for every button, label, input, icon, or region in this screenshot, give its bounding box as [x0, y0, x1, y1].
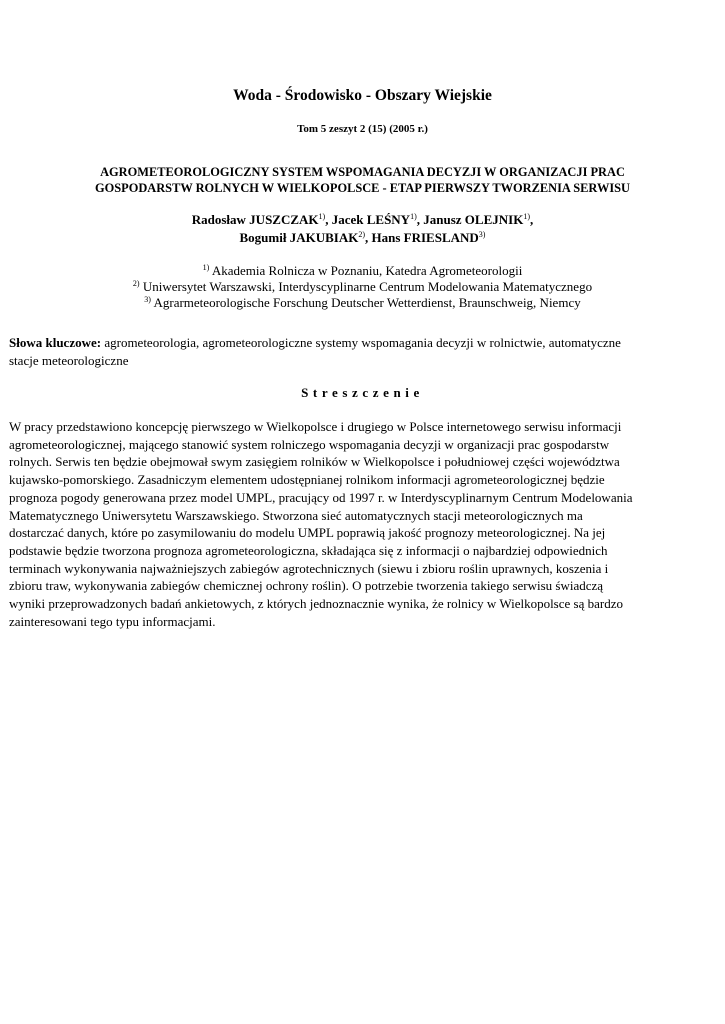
- author-list: [0, 211, 725, 247]
- author-affiliation-mark: 1): [410, 212, 417, 221]
- affiliation-mark: 3): [144, 295, 151, 304]
- keywords: [9, 334, 709, 370]
- abstract-heading: Streszczenie: [301, 385, 424, 400]
- abstract-line: W pracy przedstawiono koncepcję pierwszego w Wielkopolsce i drugiego w Polsce internetowego serwisu informacji: [9, 419, 622, 434]
- abstract-line: prognoza pogody generowana przez model UMPL, pracujący od 1997 r. w Interdyscyplinarnym Centrum Modelowania: [9, 489, 633, 505]
- author-name: Janusz OLEJNIK: [423, 212, 524, 227]
- affiliation-mark: 1): [202, 263, 210, 272]
- abstract-line: zainteresowani tego typu informacjami.: [9, 613, 216, 629]
- affiliation-text: Akademia Rolnicza w Poznaniu, Katedra Agrometeorologii: [211, 263, 523, 278]
- abstract-line: zbioru traw, wykonywania zabiegów chemicznej ochrony roślin). O potrzebie tworzenia takiego serwisu świadczą: [9, 578, 604, 594]
- author-name: Bogumił JAKUBIAK: [239, 230, 359, 245]
- keywords-text: agrometeorologia, agrometeorologiczne systemy wspomagania decyzji w rolnictwie, automatyczne: [104, 335, 621, 350]
- author-name: Hans FRIESLAND: [371, 230, 479, 245]
- author-line: Radosław JUSZCZAK$^{1)}$, Jacek LEŚNY$^{1)}$, Janusz OLEJNIK$^{1)}$,: [191, 212, 534, 227]
- journal-title: Woda - Środowisko - Obszary Wiejskie: [233, 87, 492, 104]
- author-line: Bogumił JAKUBIAK$^{2)}$, Hans FRIESLAND$^{3)}$: [239, 230, 486, 245]
- abstract-body: [9, 418, 711, 630]
- author-affiliation-mark: 1): [318, 212, 326, 221]
- affiliation-list: [0, 263, 725, 311]
- affiliation-item: [0, 263, 725, 279]
- affiliation-text: Uniwersytet Warszawski, Interdyscyplinarne Centrum Modelowania Matematycznego: [142, 279, 593, 294]
- keywords-line: [9, 334, 709, 352]
- affiliation-item: [0, 279, 725, 295]
- abstract-line: kujawsko-pomorskiego. Zasadniczym elementem udostępnianej rolnikom informacji agrometeorologicznej będzie: [9, 472, 605, 488]
- abstract-line: wyniki przeprowadzonych badań ankietowych, z których jednoznacznie wynika, że rolnicy w Wielkopolsce są bardzo: [9, 596, 623, 612]
- abstract-line: agrometeorologicznej, mającego stanowić system rolniczego wspomagania decyzji w organizacji prac gospodarstw: [9, 436, 610, 452]
- author-affiliation-mark: 3): [478, 230, 486, 239]
- keywords-label: Słowa kluczowe:: [9, 335, 102, 350]
- affiliation-item: [0, 295, 725, 311]
- abstract-line: Matematycznego Uniwersytetu Warszawskiego. Stworzona sieć automatycznych stacji meteorologicznych ma: [9, 507, 583, 523]
- issue-info: Tom 5 zeszyt 2 (15) (2005 r.): [297, 123, 428, 135]
- affiliation-mark: 2): [132, 279, 140, 288]
- abstract-line: terminach wykonywania najważniejszych zabiegów agrotechnicznych (siewu i zbioru roślin uprawnych, koszenia i: [9, 560, 609, 576]
- affiliation-text: Agrarmeteorologische Forschung Deutscher Wetterdienst, Braunschweig, Niemcy: [153, 295, 581, 310]
- paper-title-line: AGROMETEOROLOGICZNY SYSTEM WSPOMAGANIA DECYZJI W ORGANIZACJI PRAC: [100, 165, 625, 179]
- paper-title: [0, 164, 725, 196]
- author-name: Radosław JUSZCZAK: [191, 212, 319, 227]
- abstract-line: dostarczać danych, które po zasymilowaniu do modelu UMPL poprawią jakość prognozy meteorologicznej. Na jej: [9, 525, 606, 541]
- abstract-line: podstawie będzie tworzona prognoza agrometeorologiczna, składająca się z informacji o najbardziej odpowiednich: [9, 542, 608, 558]
- paper-title-line: GOSPODARSTW ROLNYCH W WIELKOPOLSCE - ETAP PIERWSZY TWORZENIA SERWISU: [94, 181, 631, 195]
- abstract-line: rolnych. Serwis ten będzie obejmował swym zasięgiem rolników w Wielkopolsce i południowej części województwa: [9, 454, 620, 470]
- author-affiliation-mark: 2): [358, 230, 366, 239]
- keywords-line: stacje meteorologiczne: [9, 353, 129, 368]
- author-name: Jacek LEŚNY: [331, 212, 411, 227]
- author-affiliation-mark: 1): [523, 212, 530, 221]
